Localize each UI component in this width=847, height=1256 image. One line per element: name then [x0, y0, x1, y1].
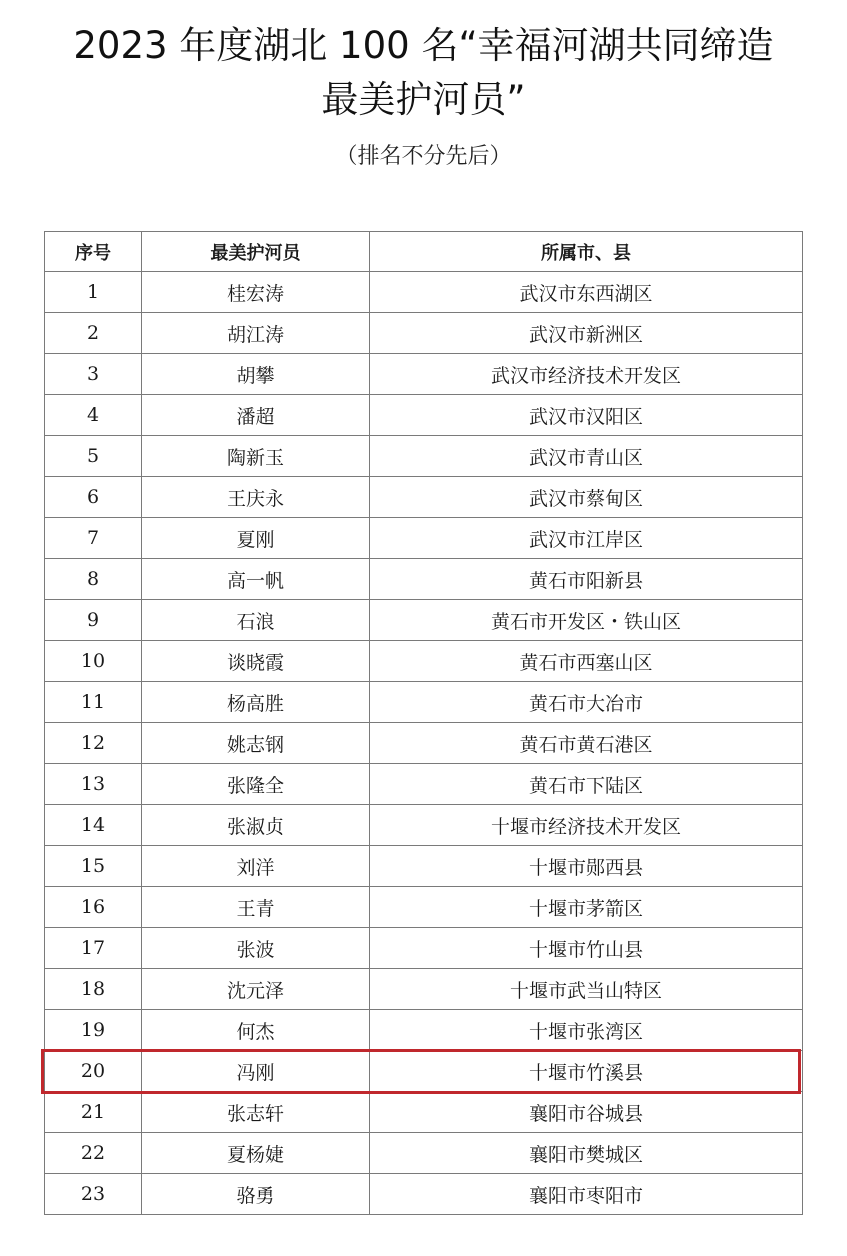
table-row	[45, 313, 803, 354]
cell-name: 姚志钢	[142, 723, 370, 764]
cell-name: 何杰	[142, 1010, 370, 1051]
table-row	[45, 805, 803, 846]
cell-location: 黄石市阳新县	[370, 559, 803, 600]
cell-name: 潘超	[142, 395, 370, 436]
document-title-line-2: 最美护河员”	[321, 78, 526, 121]
cell-location: 武汉市江岸区	[370, 518, 803, 559]
cell-location: 襄阳市谷城县	[370, 1092, 803, 1133]
cell-name: 桂宏涛	[142, 272, 370, 313]
cell-location: 武汉市青山区	[370, 436, 803, 477]
table-row	[45, 559, 803, 600]
cell-number: 1	[45, 272, 142, 313]
cell-location: 十堰市经济技术开发区	[370, 805, 803, 846]
cell-number: 13	[45, 764, 142, 805]
cell-number: 19	[45, 1010, 142, 1051]
roster-table	[44, 231, 803, 1215]
table-row	[45, 682, 803, 723]
cell-number: 2	[45, 313, 142, 354]
table-row	[45, 846, 803, 887]
cell-location: 襄阳市枣阳市	[370, 1174, 803, 1215]
cell-location: 武汉市蔡甸区	[370, 477, 803, 518]
cell-location: 武汉市东西湖区	[370, 272, 803, 313]
cell-number: 14	[45, 805, 142, 846]
cell-name: 陶新玉	[142, 436, 370, 477]
cell-number: 17	[45, 928, 142, 969]
cell-name: 胡攀	[142, 354, 370, 395]
table-row	[45, 641, 803, 682]
cell-name: 刘洋	[142, 846, 370, 887]
cell-number: 9	[45, 600, 142, 641]
cell-name: 冯刚	[142, 1051, 370, 1092]
table-row	[45, 518, 803, 559]
cell-name: 夏杨婕	[142, 1133, 370, 1174]
cell-number: 21	[45, 1092, 142, 1133]
header-location: 所属市、县	[370, 232, 803, 272]
cell-number: 15	[45, 846, 142, 887]
table-header-row	[45, 232, 803, 272]
cell-location: 黄石市下陆区	[370, 764, 803, 805]
cell-name: 王庆永	[142, 477, 370, 518]
header-name: 最美护河员	[142, 232, 370, 272]
cell-location: 黄石市西塞山区	[370, 641, 803, 682]
cell-name: 胡江涛	[142, 313, 370, 354]
cell-location: 十堰市竹溪县	[370, 1051, 803, 1092]
cell-location: 武汉市新洲区	[370, 313, 803, 354]
table-row	[45, 1092, 803, 1133]
cell-name: 石浪	[142, 600, 370, 641]
cell-number: 18	[45, 969, 142, 1010]
cell-number: 8	[45, 559, 142, 600]
cell-name: 杨高胜	[142, 682, 370, 723]
table-row	[45, 395, 803, 436]
cell-name: 张淑贞	[142, 805, 370, 846]
cell-location: 十堰市竹山县	[370, 928, 803, 969]
cell-number: 22	[45, 1133, 142, 1174]
table-row	[45, 887, 803, 928]
cell-number: 3	[45, 354, 142, 395]
cell-number: 11	[45, 682, 142, 723]
cell-number: 23	[45, 1174, 142, 1215]
table-row	[45, 928, 803, 969]
table-row	[45, 1133, 803, 1174]
table-row	[45, 477, 803, 518]
table-row	[45, 1174, 803, 1215]
table-row	[45, 436, 803, 477]
cell-name: 张波	[142, 928, 370, 969]
cell-location: 十堰市张湾区	[370, 1010, 803, 1051]
cell-location: 黄石市开发区・铁山区	[370, 600, 803, 641]
table-row	[45, 969, 803, 1010]
cell-number: 12	[45, 723, 142, 764]
cell-location: 十堰市武当山特区	[370, 969, 803, 1010]
cell-location: 武汉市经济技术开发区	[370, 354, 803, 395]
table-row	[45, 272, 803, 313]
cell-location: 武汉市汉阳区	[370, 395, 803, 436]
cell-location: 十堰市郧西县	[370, 846, 803, 887]
cell-location: 十堰市茅箭区	[370, 887, 803, 928]
document-title-line-1: 2023 年度湖北 100 名“幸福河湖共同缔造	[73, 24, 774, 67]
header-number: 序号	[45, 232, 142, 272]
cell-number: 4	[45, 395, 142, 436]
cell-number: 5	[45, 436, 142, 477]
table-row	[45, 600, 803, 641]
cell-number: 10	[45, 641, 142, 682]
cell-name: 沈元泽	[142, 969, 370, 1010]
cell-number: 6	[45, 477, 142, 518]
table-row	[45, 723, 803, 764]
cell-number: 7	[45, 518, 142, 559]
document-subtitle: （排名不分先后）	[335, 144, 512, 169]
cell-number: 20	[45, 1051, 142, 1092]
cell-name: 高一帆	[142, 559, 370, 600]
table-row	[45, 764, 803, 805]
cell-name: 王青	[142, 887, 370, 928]
cell-location: 黄石市大冶市	[370, 682, 803, 723]
cell-number: 16	[45, 887, 142, 928]
cell-name: 张志轩	[142, 1092, 370, 1133]
table-row	[45, 1010, 803, 1051]
cell-name: 夏刚	[142, 518, 370, 559]
table-row	[45, 1051, 803, 1092]
cell-name: 谈晓霞	[142, 641, 370, 682]
cell-location: 黄石市黄石港区	[370, 723, 803, 764]
table-body	[45, 272, 803, 1215]
cell-name: 张隆全	[142, 764, 370, 805]
table-row	[45, 354, 803, 395]
cell-name: 骆勇	[142, 1174, 370, 1215]
cell-location: 襄阳市樊城区	[370, 1133, 803, 1174]
